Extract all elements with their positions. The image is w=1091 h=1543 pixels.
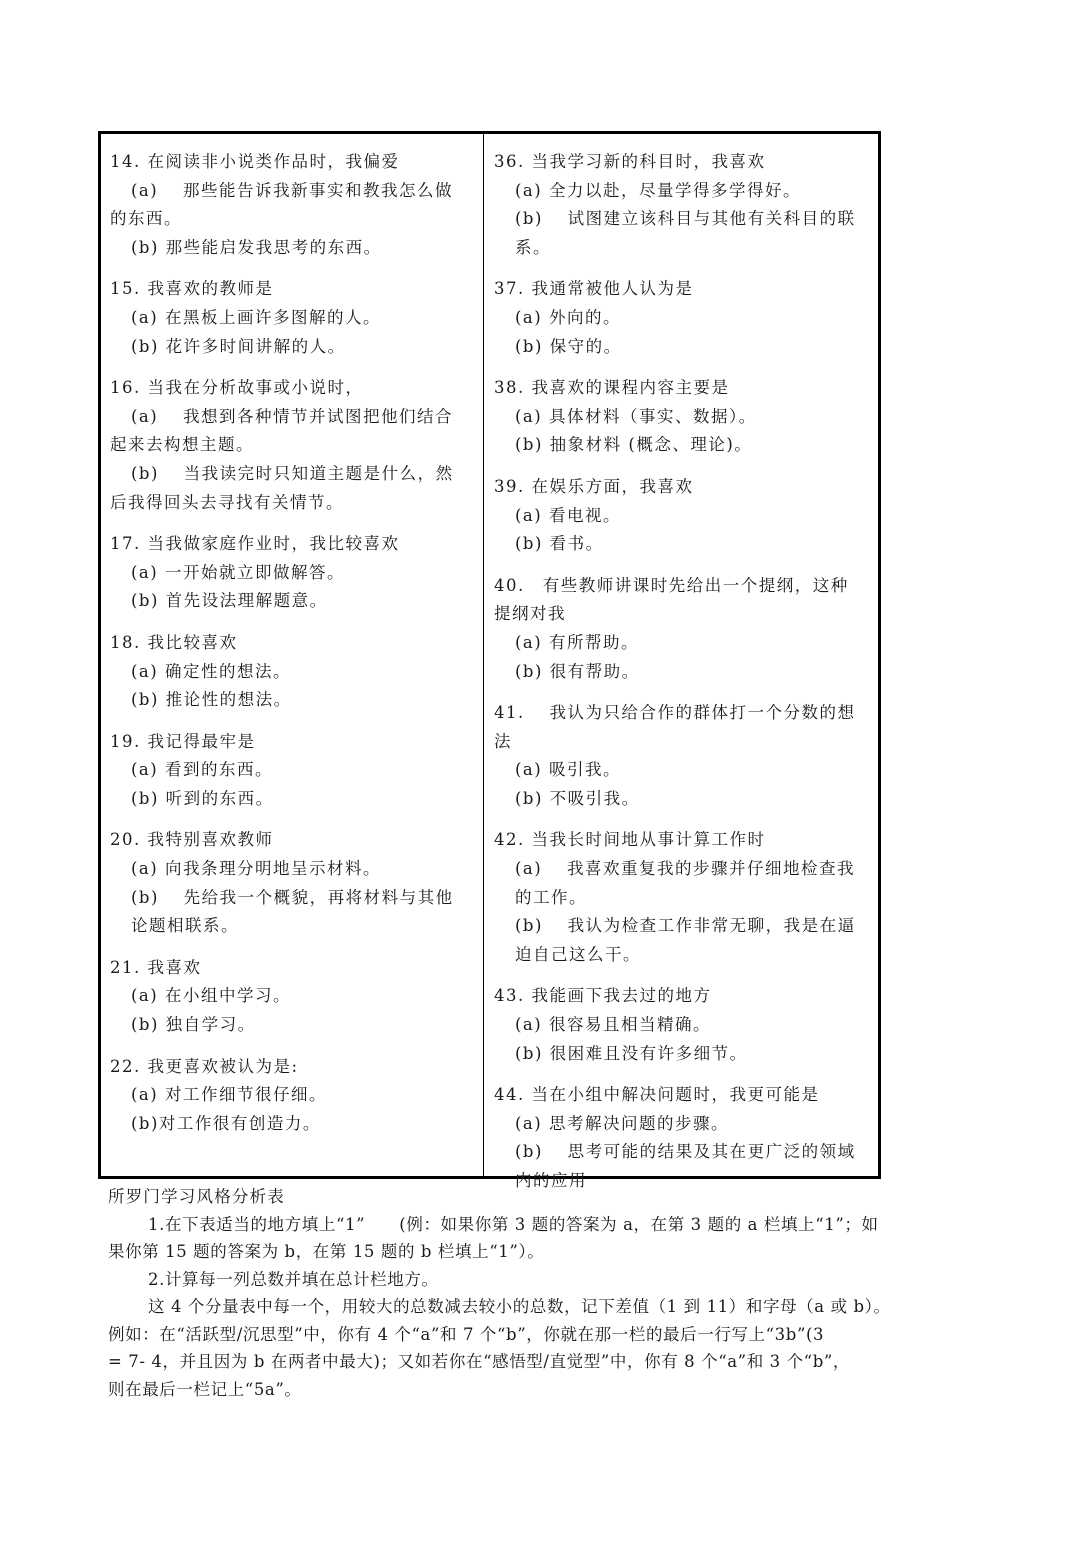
answer-option: (b) 首先设法理解题意。 [131,591,328,611]
answer-option: (a) 一开始就立即做解答。 [131,562,345,582]
answer-option: (b) 听到的东西。 [131,788,274,808]
question-44 [494,1081,870,1195]
answer-option: (b) 先给我一个概貌，再将材料与其他 [131,887,454,907]
answer-option: (a) 向我条理分明地呈示材料。 [131,859,381,879]
question-21 [110,954,475,1040]
text-continuation: 论题相联系。 [131,916,239,936]
answer-option: (a) 思考解决问题的步骤。 [515,1113,729,1133]
answer-option: (b) 很困难且没有许多细节。 [515,1043,748,1063]
question-15 [110,275,475,361]
answer-option: (b) 我认为检查工作非常无聊，我是在逼 [515,916,856,936]
question-text: 38. 我喜欢的课程内容主要是 [494,378,730,398]
answer-option: (a) 具体材料（事实、数据）。 [515,406,757,426]
answer-option: (a) 有所帮助。 [515,632,639,652]
answer-option: (a) 很容易且相当精确。 [515,1015,711,1035]
answer-option: (a) 看到的东西。 [131,760,273,780]
answer-option: (b) 看书。 [515,534,604,554]
questionnaire-table [98,131,881,1190]
question-text: 40. 有些教师讲课时先给出一个提纲，这种 [494,575,849,595]
answer-option: (a) 那些能告诉我新事实和教我怎么做 [131,180,453,200]
answer-option: (b) 思考可能的结果及其在更广泛的领域 [515,1142,856,1162]
answer-option: (a) 在小组中学习。 [131,986,291,1006]
question-14 [110,148,475,262]
question-text: 42. 当我长时间地从事计算工作时 [494,830,766,850]
question-18 [110,629,475,715]
question-text: 16. 当我在分析故事或小说时， [110,378,364,398]
question-text: 18. 我比较喜欢 [110,632,238,652]
text-continuation: 起来去构想主题。 [110,435,254,455]
question-text: 22. 我更喜欢被认为是: [110,1056,299,1076]
answer-option: (b) 那些能启发我思考的东西。 [131,237,382,257]
answer-option: (a) 确定性的想法。 [131,661,291,681]
text-continuation: 内的应用 [515,1171,587,1190]
question-text: 19. 我记得最牢是 [110,731,256,751]
question-19 [110,728,475,814]
answer-option: (b) 保守的。 [515,336,622,356]
answer-option: (a) 我喜欢重复我的步骤并仔细地检查我 [515,859,855,879]
analysis-section [108,1183,978,1403]
answer-option: (a) 看电视。 [515,505,621,525]
instructions [108,1211,978,1404]
text-continuation: 法 [494,731,512,751]
question-text: 21. 我喜欢 [110,957,202,977]
left-column [101,134,484,1176]
text-continuation: 系。 [515,237,551,257]
answer-option: (b)对工作很有创造力。 [131,1113,321,1133]
answer-option: (b) 独自学习。 [131,1015,256,1035]
answer-option: (a) 对工作细节很仔细。 [131,1085,327,1105]
instruction-line: 则在最后一栏记上“5a”。 [108,1379,302,1399]
question-41 [494,699,870,813]
instruction-line: 1.在下表适当的地方填上“1” (例：如果你第 3 题的答案为 a，在第 3 题的 a 栏填上“1”；如 [148,1214,879,1234]
question-text: 37. 我通常被他人认为是 [494,279,694,299]
section-title: 所罗门学习风格分析表 [108,1187,285,1206]
question-43 [494,982,870,1068]
question-text: 17. 当我做家庭作业时，我比较喜欢 [110,534,400,554]
question-22 [110,1053,475,1139]
answer-option: (a) 吸引我。 [515,760,621,780]
question-20 [110,826,475,940]
question-16 [110,374,475,517]
text-continuation: 迫自己这么干。 [515,944,641,964]
answer-option: (b) 当我读完时只知道主题是什么，然 [131,463,454,483]
question-36 [494,148,870,262]
question-37 [494,275,870,361]
answer-option: (b) 试图建立该科目与其他有关科目的联 [515,209,856,229]
instruction-line: = 7- 4，并且因为 b 在两者中最大)；又如若你在“感悟型/直觉型”中，你有 8 个“a”和 3 个“b”， [108,1352,851,1371]
answer-option: (a) 外向的。 [515,307,621,327]
instruction-line: 这 4 个分量表中每一个，用较大的总数减去较小的总数，记下差值（1 到 11）和字母（a 或 b）。 [148,1297,891,1316]
answer-option: (a) 在黑板上画许多图解的人。 [131,307,381,327]
question-text: 14. 在阅读非小说类作品时，我偏爱 [110,152,400,171]
text-continuation: 的工作。 [515,887,587,907]
answer-option: (b) 推论性的想法。 [131,690,292,710]
text-continuation: 后我得回头去寻找有关情节。 [110,492,344,512]
question-text: 41. 我认为只给合作的群体打一个分数的想 [494,703,856,723]
question-text: 20. 我特别喜欢教师 [110,830,274,850]
text-continuation: 提纲对我 [494,604,566,624]
question-text: 15. 我喜欢的教师是 [110,279,274,299]
answer-option: (b) 不吸引我。 [515,788,640,808]
instruction-line: 例如：在“活跃型/沉思型”中，你有 4 个“a”和 7 个“b”，你就在那一栏的最后一行写上“3b”(3 [108,1324,825,1344]
question-40 [494,572,870,686]
question-17 [110,530,475,616]
question-39 [494,473,870,559]
question-38 [494,374,870,460]
question-text: 44. 当在小组中解决问题时，我更可能是 [494,1085,820,1105]
question-text: 36. 当我学习新的科目时，我喜欢 [494,152,766,171]
instruction-line: 2.计算每一列总数并填在总计栏地方。 [148,1269,439,1289]
instruction-line: 果你第 15 题的答案为 b，在第 15 题的 b 栏填上“1”）。 [108,1242,545,1261]
text-continuation: 的东西。 [110,209,182,229]
answer-option: (a) 我想到各种情节并试图把他们结合 [131,406,453,426]
answer-option: (b) 抽象材料 (概念、理论)。 [515,435,753,455]
right-column [484,134,878,1190]
answer-option: (a) 全力以赴，尽量学得多学得好。 [515,180,801,200]
question-text: 39. 在娱乐方面，我喜欢 [494,476,694,496]
question-42 [494,826,870,969]
answer-option: (b) 花许多时间讲解的人。 [131,336,346,356]
answer-option: (b) 很有帮助。 [515,661,640,681]
question-text: 43. 我能画下我去过的地方 [494,986,712,1006]
